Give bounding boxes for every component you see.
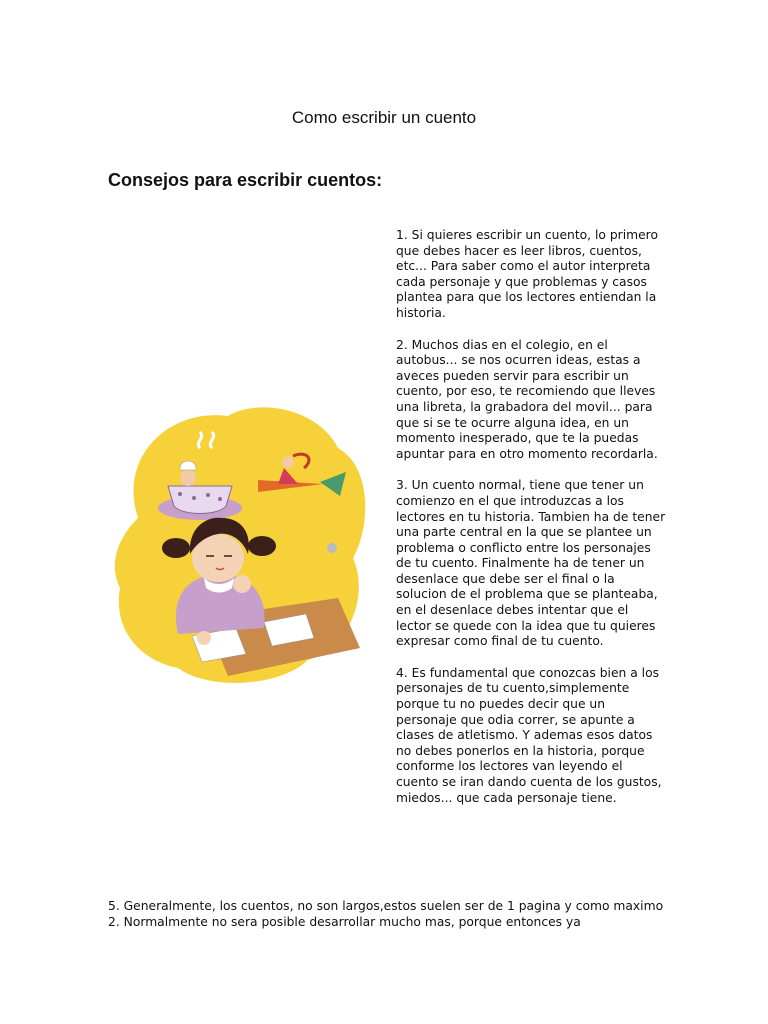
paragraph-2: 2. Muchos dias en el colegio, en el autobus... se nos ocurren ideas, estas a aveces pueden servir para escribir un cuento, por eso, te recomiendo que lleves una libreta, la grabadora del movil... para que si se te ocurre alguna idea, en un momento inesperado, que te la puedas apuntar para en otro momento recordarla. [396, 337, 658, 461]
paragraph-4: 4. Es fundamental que conozcas bien a los personajes de tu cuento,simplemente porque tu no puedes decir que un personaje que odia correr, se apunte a clases de atletismo. Y ademas esos datos no debes ponerlos en la historia, porque conforme los lectores van leyendo el cuento se iran dando cuenta de los gustos, miedos... que cada personaje tiene. [396, 665, 662, 805]
girl-writing-illustration-icon [108, 398, 374, 690]
paragraph-3: 3. Un cuento normal, tiene que tener un comienzo en el que introduzcas a los lectores en tu historia. Tambien ha de tener una parte central en la que se plantee un problema o conflicto entre los personajes de tu cuento. Finalmente ha de tener un desenlace que debe ser el final o la solucion de el problema que se planteaba, en el desenlace debes intentar que el lector se quede con la idea que tu quieres expresar como final de tu cuento. [396, 478, 666, 649]
document-title: Como escribir un cuento [291, 108, 477, 127]
paragraph-5: 5. Generalmente, los cuentos, no son largos,estos suelen ser de 1 pagina y como maximo 2. Normalmente no sera posible desarrollar mucho mas, porque entonces ya [108, 899, 664, 929]
paragraph-1: 1. Si quieres escribir un cuento, lo primero que debes hacer es leer libros, cuentos, etc... Para saber como el autor interpreta cada personaje y que problemas y casos plantea para que los lectores entiendan la historia. [396, 228, 658, 320]
section-heading: Consejos para escribir cuentos: [108, 170, 383, 190]
tips-column [396, 228, 666, 806]
